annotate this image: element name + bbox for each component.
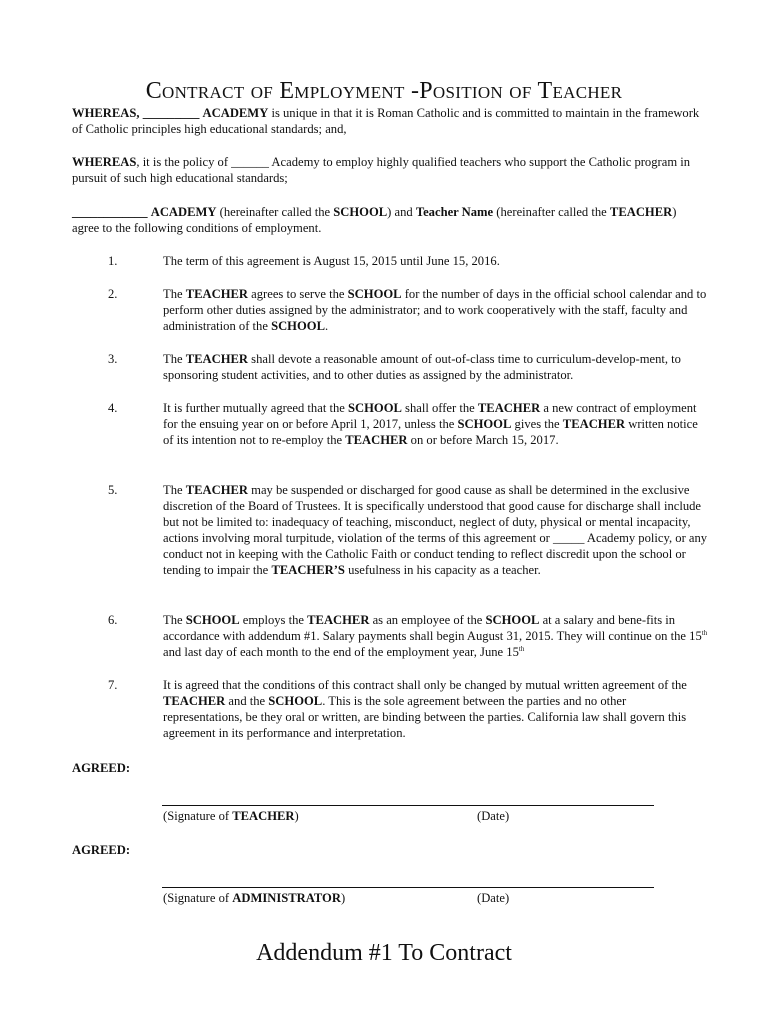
academy-word: ACADEMY xyxy=(202,106,269,120)
signature-label-text: ) xyxy=(294,809,299,823)
item-bold-term: SCHOOL xyxy=(271,319,325,333)
ordinal-suffix: th xyxy=(701,628,708,637)
item-bold-term: SCHOOL xyxy=(457,417,512,431)
whereas-2-text: , it is the policy of ______ Academy to employ highly qualified teachers who support the Catholic program in pursuit of such high educational standards; xyxy=(72,155,691,185)
contract-item-5 xyxy=(163,482,708,578)
item-text: may be suspended or discharged for good cause as shall be determined in the exclusive discretion of the Board of Trustees. It is specifically understood that good cause for discharge shall include but not be limited to: inadequacy of teaching, misconduct, neglect of duty, physical or mental incapacity, actions involving moral turpitude, violation of the terms of this agreement or _____ Academy policy, or any conduct not in keeping with the Catholic Faith or conduct tending to reflect discredit upon the school or tending to impair the xyxy=(163,483,708,577)
agreed-label-2: AGREED: xyxy=(72,843,131,857)
item-text: as an employee of the xyxy=(369,613,486,627)
whereas-paragraph-2 xyxy=(72,154,702,186)
signature-role: TEACHER xyxy=(232,809,295,823)
item-bold-term: SCHOOL xyxy=(268,694,323,708)
item-number: 6. xyxy=(108,613,118,627)
teacher-signature-line[interactable] xyxy=(162,805,654,806)
item-text: It is further mutually agreed that the xyxy=(163,401,348,415)
parties-text: ) agree to the following conditions of employment. xyxy=(72,205,677,235)
item-text: The xyxy=(163,352,186,366)
addendum-heading: Addendum #1 To Contract xyxy=(256,940,512,966)
item-bold-term: TEACHER xyxy=(185,483,249,497)
contract-item-1 xyxy=(163,253,708,269)
teacher-term: TEACHER xyxy=(609,205,673,219)
signature-label-text: (Signature of xyxy=(163,891,233,905)
item-text: usefulness in his capacity as a teacher. xyxy=(344,563,541,577)
item-bold-term: TEACHER xyxy=(477,401,541,415)
item-text: at a salary and bene-fits in accordance with addendum #1. Salary payments shall begin August 31, 2015. They will continue on the 15 xyxy=(163,613,702,643)
signature-role: ADMINISTRATOR xyxy=(232,891,341,905)
item-text: It is agreed that the conditions of this contract shall only be changed by mutual written agreement of the xyxy=(163,678,687,692)
item-text: and the xyxy=(225,694,269,708)
contract-item-7 xyxy=(163,677,708,741)
item-text: a new contract of employment for the ensuing year on or before April 1, 2017, unless the xyxy=(163,401,697,431)
agreed-label-1: AGREED: xyxy=(72,761,131,775)
teacher-signature-label xyxy=(163,808,299,824)
item-text: The xyxy=(163,613,186,627)
item-number: 4. xyxy=(108,401,118,415)
item-bold-term: TEACHER xyxy=(163,694,226,708)
teacher-name-term: Teacher Name xyxy=(415,205,494,219)
contract-item-2 xyxy=(163,286,708,334)
item-bold-term: SCHOOL xyxy=(348,401,402,415)
signature-label-text: (Signature of xyxy=(163,809,233,823)
item-text: on or before March 15, 2017. xyxy=(407,433,559,447)
parties-text: (hereinafter called the xyxy=(493,205,610,219)
item-number: 5. xyxy=(108,483,118,497)
item-text: The xyxy=(163,483,186,497)
parties-text: ) and xyxy=(387,205,416,219)
whereas-keyword: WHEREAS xyxy=(72,155,137,169)
contract-item-6 xyxy=(163,612,708,660)
item-bold-term: TEACHER xyxy=(185,352,249,366)
item-number: 1. xyxy=(108,254,118,268)
whereas-1-text: is unique in that it is Roman Catholic and is committed to maintain in the framework of Catholic principles high educational standards; and, xyxy=(72,106,700,136)
item-text: written notice of its intention not to re-employ the xyxy=(163,417,698,447)
item-bold-term: SCHOOL xyxy=(185,613,240,627)
item-bold-term: TEACHER’S xyxy=(271,563,345,577)
parties-text: (hereinafter called the xyxy=(216,205,334,219)
item-text: for the number of days in the official school calendar and to perform other duties assigned by the administrator; and to work cooperatively with the staff, faculty and administration of the xyxy=(163,287,707,333)
item-bold-term: SCHOOL xyxy=(347,287,402,301)
item-bold-term: TEACHER xyxy=(307,613,370,627)
item-text: shall offer the xyxy=(401,401,478,415)
item-text: employs the xyxy=(239,613,308,627)
school-term: SCHOOL xyxy=(333,205,388,219)
item-number: 2. xyxy=(108,287,118,301)
item-bold-term: TEACHER xyxy=(562,417,626,431)
administrator-date-label: (Date) xyxy=(477,891,510,905)
item-text: gives the xyxy=(511,417,563,431)
item-text: The xyxy=(163,287,186,301)
item-bold-term: TEACHER xyxy=(185,287,249,301)
document-title: Contract of Employment -Position of Teacher xyxy=(145,78,623,104)
parties-paragraph xyxy=(72,204,702,236)
teacher-date-label: (Date) xyxy=(477,809,510,823)
item-number: 7. xyxy=(108,678,118,692)
item-text: and last day of each month to the end of the employment year, June 15 xyxy=(163,645,519,659)
item-bold-term: SCHOOL xyxy=(485,613,540,627)
administrator-signature-label xyxy=(163,890,345,906)
item-bold-term: TEACHER xyxy=(345,433,408,447)
whereas-keyword: WHEREAS, xyxy=(72,106,140,120)
ordinal-suffix: th xyxy=(518,644,525,653)
administrator-signature-line[interactable] xyxy=(162,887,654,888)
contract-item-4 xyxy=(163,400,708,448)
parties-academy: ACADEMY xyxy=(150,205,217,219)
signature-label-text: ) xyxy=(340,891,346,905)
academy-blank: _________ xyxy=(142,106,200,120)
item-text: The term of this agreement is August 15, 2015 until June 15, 2016. xyxy=(163,254,500,268)
item-text: agrees to serve the xyxy=(248,287,348,301)
item-number: 3. xyxy=(108,352,118,366)
item-text: shall devote a reasonable amount of out-of-class time to curriculum-develop-ment, to sponsoring student activities, and to other duties as assigned by the administrator. xyxy=(163,352,681,382)
item-text: . xyxy=(324,319,329,333)
whereas-paragraph-1 xyxy=(72,105,702,137)
contract-item-3 xyxy=(163,351,708,383)
item-text: . This is the sole agreement between the parties and no other representations, be they oral or written, are binding between the parties. California law shall govern this agreement in its performance and interpretation. xyxy=(163,694,687,740)
parties-blank: ____________ xyxy=(72,205,148,219)
